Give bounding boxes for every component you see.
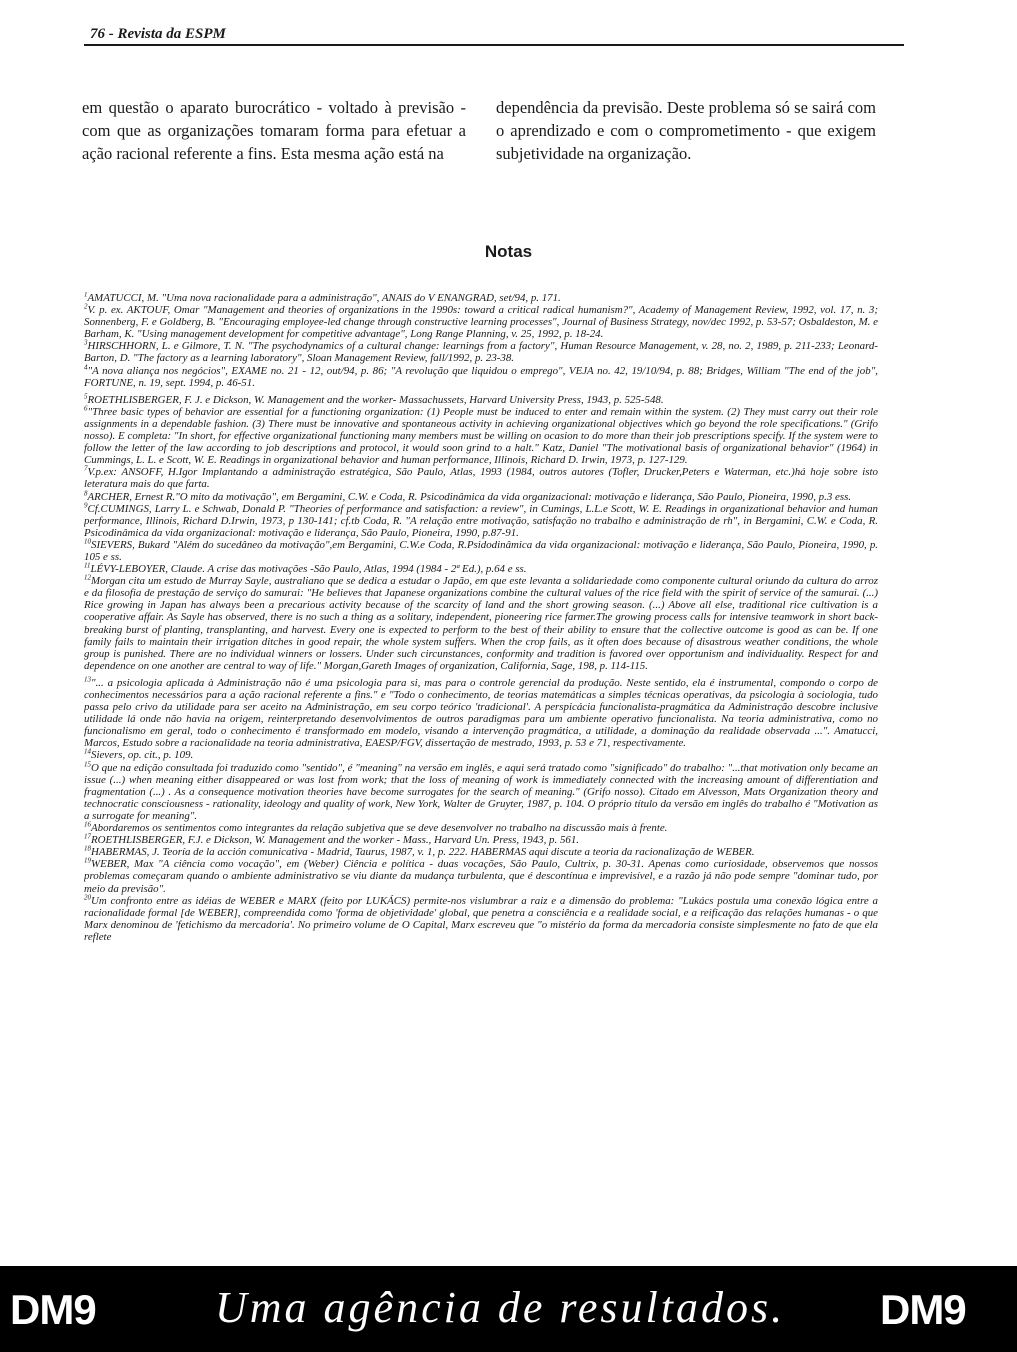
- note-item: [84, 539, 878, 563]
- note-text: HABERMAS, J. Teoría de la acción comunicativa - Madrid, Taurus, 1987, v. 1, p. 222. HABERMAS aqui discute a teoria da racionalização de WEBER.: [91, 846, 755, 859]
- note-number: 13: [84, 675, 91, 684]
- note-item: [84, 340, 878, 364]
- note-number: 7: [84, 464, 88, 473]
- note-text: "A nova aliança nos negócios", EXAME no. 21 - 12, out/94, p. 86; "A revolução que liquidou o emprego", VEJA no. 42, 19/10/94, p. 88; Bridges, William "The end of the job", FORTUNE, n. 19, sept. 1994, p. 46-51.: [84, 364, 878, 389]
- note-item: [84, 563, 878, 575]
- note-number: 15: [84, 759, 91, 768]
- note-item: [84, 500, 878, 539]
- note-number: 9: [84, 500, 88, 509]
- note-text: SIEVERS, Bukard "Além do sucedâneo da motivação",em Bergamini, C.W.e Coda, R.Psidodinâmica da vida organizacional: motivação e liderança, São Paulo, Pioneira, 1990, p. 105 e ss.: [84, 538, 878, 563]
- notes-title: Notas: [484, 242, 533, 261]
- note-text: Cf.CUMINGS, Larry L. e Schwab, Donald P. "Theories of performance and satisfaction: a review", in Cumings, L.L.e Scott, W. E. Readings in organizational behavior and human performance, Illinois, Richard D.Irwin, 1973, p 130-141; cf.tb Coda, R. "A relação entre motivação, satisfação no trabalho e administração de rh", in Bergamini, C.W. e Coda, R. Psicodinâmica da vida organizacional: motivação e liderança, São Paulo, Pioneira, 1990, p.87-91.: [84, 502, 878, 539]
- note-item: [84, 834, 878, 846]
- note-text: ROETHLISBERGER, F. J. e Dickson, W. Management and the worker- Massachussets, Harvard University Press, 1943, p. 525-548.: [87, 393, 664, 406]
- note-item: [84, 677, 878, 750]
- note-text: Abordaremos os sentimentos como integrantes da relação subjetiva que se deve desenvolver no trabalho na discussão mais à frente.: [91, 822, 668, 835]
- note-number: 6: [84, 404, 88, 413]
- note-number: 10: [84, 537, 91, 546]
- dm9-logo-right: DM9: [880, 1286, 966, 1333]
- note-item: [84, 892, 878, 943]
- note-item: [84, 394, 878, 406]
- note-item: [84, 362, 878, 389]
- note-number: 8: [84, 488, 88, 497]
- note-text: ROETHLISBERGER, F.J. e Dickson, W. Management and the worker - Mass., Harvard Un. Press, 1943, p. 561.: [91, 834, 580, 847]
- note-item: [84, 292, 878, 304]
- note-item: [84, 749, 878, 761]
- note-text: "... a psicologia aplicada à Administração não é uma psicologia para si, mas para o controle gerencial da produção. Neste sentido, ela é instrumental, compondo o corpo de conhecimentos necessários para a ação racional referente a fins." e "Todo o conhecimento, de teorias matemáticas a simples técnicas operativas, da psicologia à sociologia, tudo passa pelo crivo da utilidade para ser aceito na Administração, em seu corpo teórico 'tradicional'. A perspicácia funcionalista-pragmática da Administração descobre inclusive utilidade lá onde não havia na origem, reinterpretando desenvolvimentos de outros paradigmas para um ambiente operativo funcionalista. Na teoria administrativa, como no funcionalismo em geral, todo o conhecimento é transformado em modelo, visando a intervenção pragmática, a utilidade, a dominação da realidade observada ...". Amatucci, Marcos, Estudo sobre a racionalidade na teoria administrativa, EAESP/FGV, dissertação de mestrado, 1993, p. 53 e 71, respectivamente.: [84, 676, 878, 750]
- note-text: V. p. ex. AKTOUF, Omar "Management and theories of organizations in the 1990s: toward a critical radical humanism?", Academy of Management Review, 1992, vol. 17, n. 3; Sonnenberg, F. e Goldberg, B. "Encouraging employee-led change through constructive learning processes", Journal of Business Strategy, nov/dec 1992, p. 53-57; Osbaldeston, M. e Barham, K. "Using management development for competitive advantage", Long Range Planning, v. 25, 1992, p. 18-24.: [84, 304, 878, 341]
- page-header: 76 - Revista da ESPM: [90, 26, 226, 42]
- notes-list: [84, 292, 878, 1242]
- note-text: "Three basic types of behavior are essential for a functioning organization: (1) People must be induced to enter and remain within the system. (2) They must carry out their role assignments in a dependable fashion. (3) There must be innovative and spontaneous activity in achieving organizational objectives which go beyond the role specifications." (Grifo nosso). E completa: "In short, for effective organizational functioning many members must be willing on ocasion to do more than their job prescriptions specify. If the system were to follow the letter of the law according to job descriptions and protocol, it would soon grind to a halt." Katz, Daniel "The motivational basis of organizational behavior" (1964) in Cummings, L. L. e Scott, W. E. Readings in organizational behavior and human performance, Illinois, Richard D. Irwin, 1973, p. 127-129.: [84, 405, 878, 467]
- note-number: 2: [84, 302, 88, 311]
- note-text: HIRSCHHORN, L. e Gilmore, T. N. "The psychodynamics of a cultural change: learnings from a factory", Human Resource Management, v. 28, no. 2, 1989, p. 211-233; Leonard-Barton, D. "The factory as a learning laboratory", Sloan Management Review, fall/1992, p. 23-38.: [84, 340, 878, 365]
- note-number: 14: [84, 747, 91, 756]
- note-item: [84, 759, 878, 822]
- body-column-right: dependência da previsão. Deste problema só se sairá com o aprendizado e com o comprometimento - que exigem subjetividade na organização.: [496, 98, 876, 163]
- note-item: [84, 858, 878, 894]
- note-number: 5: [84, 392, 88, 401]
- note-text: O que na edição consultada foi traduzido como "sentido", é "meaning" na versão em inglês, e aqui será tratado como "significado" do trabalho: "...that motivation only became an issue (...) when meaning either disappeared or was lost from work; that the loss of meaning of work is immediately connected with the increasing amount of differentiation and fragmentation (...) . As a consequence motivation theories have become surrogates for the search of meaning." (Grifo nosso). Citado em Alvesson, Mats Organization theory and technocratic consciousness - rationality, ideology and quality of work, New York, Walter de Gruyter, 1987, p. 104. O próprio título da versão em inglês do trabalho é "Motivation as a surrogate for meaning".: [84, 761, 878, 822]
- note-item: [84, 488, 878, 503]
- note-number: 1: [84, 292, 88, 299]
- note-text: WEBER, Max "A ciência como vocação", em (Weber) Ciência e política - duas vocações, São Paulo, Cultrix, p. 30-31. Apenas como curiosidade, observemos que nossos problemas começaram quando o ambiente administrativo se viu diante da mudança turbulenta, que é descontínua e imprevisível, e a razão já não pode sempre "dominar tudo, por meio da previsão".: [84, 858, 878, 895]
- note-item: [84, 406, 878, 466]
- note-number: 11: [84, 561, 91, 570]
- note-number: 3: [84, 338, 88, 347]
- note-text: Um confronto entre as idéias de WEBER e MARX (feito por LUKÁCS) permite-nos vislumbrar a raiz e a dimensão do problema: "Lukács postula uma conexão lógica entre a racionalidade formal [de WEBER], compreendida como 'forma de objetividade' global, que penetra a consciência e a realidade social, e a reificação das relações humanas - o que Marx denominou de 'fetichismo da mercadoria'. No primeiro volume de O Capital, Marx escreveu que "o mistério da forma da mercadoria consiste simplesmente no fato de que ela reflete: [84, 894, 878, 943]
- note-item: [84, 466, 878, 490]
- note-item: [84, 822, 878, 834]
- note-number: 19: [84, 856, 91, 865]
- body-column-left: em questão o aparato burocrático - voltado à previsão - com que as organizações tomaram forma para efetuar a ação racional referente a fins. Esta mesma ação está na: [82, 98, 466, 163]
- footer-slogan: Uma agência de resultados.: [215, 1283, 786, 1332]
- note-item: [84, 304, 878, 340]
- note-item: [84, 575, 878, 672]
- footer-banner: [0, 1266, 1017, 1352]
- note-item: [84, 846, 878, 858]
- header-rule: [84, 44, 904, 46]
- note-text: V.p.ex: ANSOFF, H.Igor Implantando a administração estratégica, São Paulo, Atlas, 1993 (1984, outros autores (Tofler, Drucker,Peters e Waterman, etc.)há hoje sobre isto leteratura mais do que farta.: [84, 466, 878, 491]
- note-text: LÉVY-LEBOYER, Claude. A crise das motivações -São Paulo, Atlas, 1994 (1984 - 2ª Ed.), p.64 e ss.: [90, 563, 527, 576]
- note-number: 12: [84, 573, 91, 582]
- note-number: 18: [84, 844, 91, 853]
- note-number: 17: [84, 832, 91, 841]
- note-number: 20: [84, 892, 91, 901]
- note-number: 4: [84, 362, 88, 371]
- note-text: ARCHER, Ernest R."O mito da motivação", em Bergamini, C.W. e Coda, R. Psicodinâmica da vida organizacional: motivação e liderança, São Paulo, Pioneira, 1990, p.3 ess.: [87, 490, 852, 503]
- note-number: 16: [84, 820, 91, 829]
- note-text: Sievers, op. cit., p. 109.: [91, 749, 194, 762]
- note-text: Morgan cita um estudo de Murray Sayle, australiano que se dedica a estudar o Japão, em que este levanta a solidariedade como componente cultural oriundo da cultura do arroz e da filosofia de prestação de serviço do samurai: "He believes that Japanese organizations combine the cultural values of the rice field with the spirit of service of the samurai. (...) Rice growing in Japan has always been a precarious activity because of the scarcity of land and the short growing season. (...) Above all else, traditional rice cultivation is a cooperative affair. As Sayle has observed, there is no such a thing as a solitary, independent, pioneering rice farmer.The growing process calls for intensive teamwork in short back-breaking burst of planting, transplanting, and harvest. Every one is expected to perform to the best of their ability to ensure that the collective outcome is good as can be. If one family fails to maintain their irrigation ditches in good repair, the whole system suffers. When the crop fails, as it often does because of disastrous weather conditions, the whole group is punished. There are no individual winners or lossers. Under such circunstances, conformity and tradition is favored over opportunism and individuality. Respect for and dependence on one another are central to way of life." Morgan,Gareth Images of organization, California, Sage, 198, p. 114-115.: [84, 575, 878, 672]
- dm9-logo-left: DM9: [10, 1286, 96, 1333]
- note-text: AMATUCCI, M. "Uma nova racionalidade para a administração", ANAIS do V ENANGRAD, set/94, p. 171.: [87, 292, 561, 304]
